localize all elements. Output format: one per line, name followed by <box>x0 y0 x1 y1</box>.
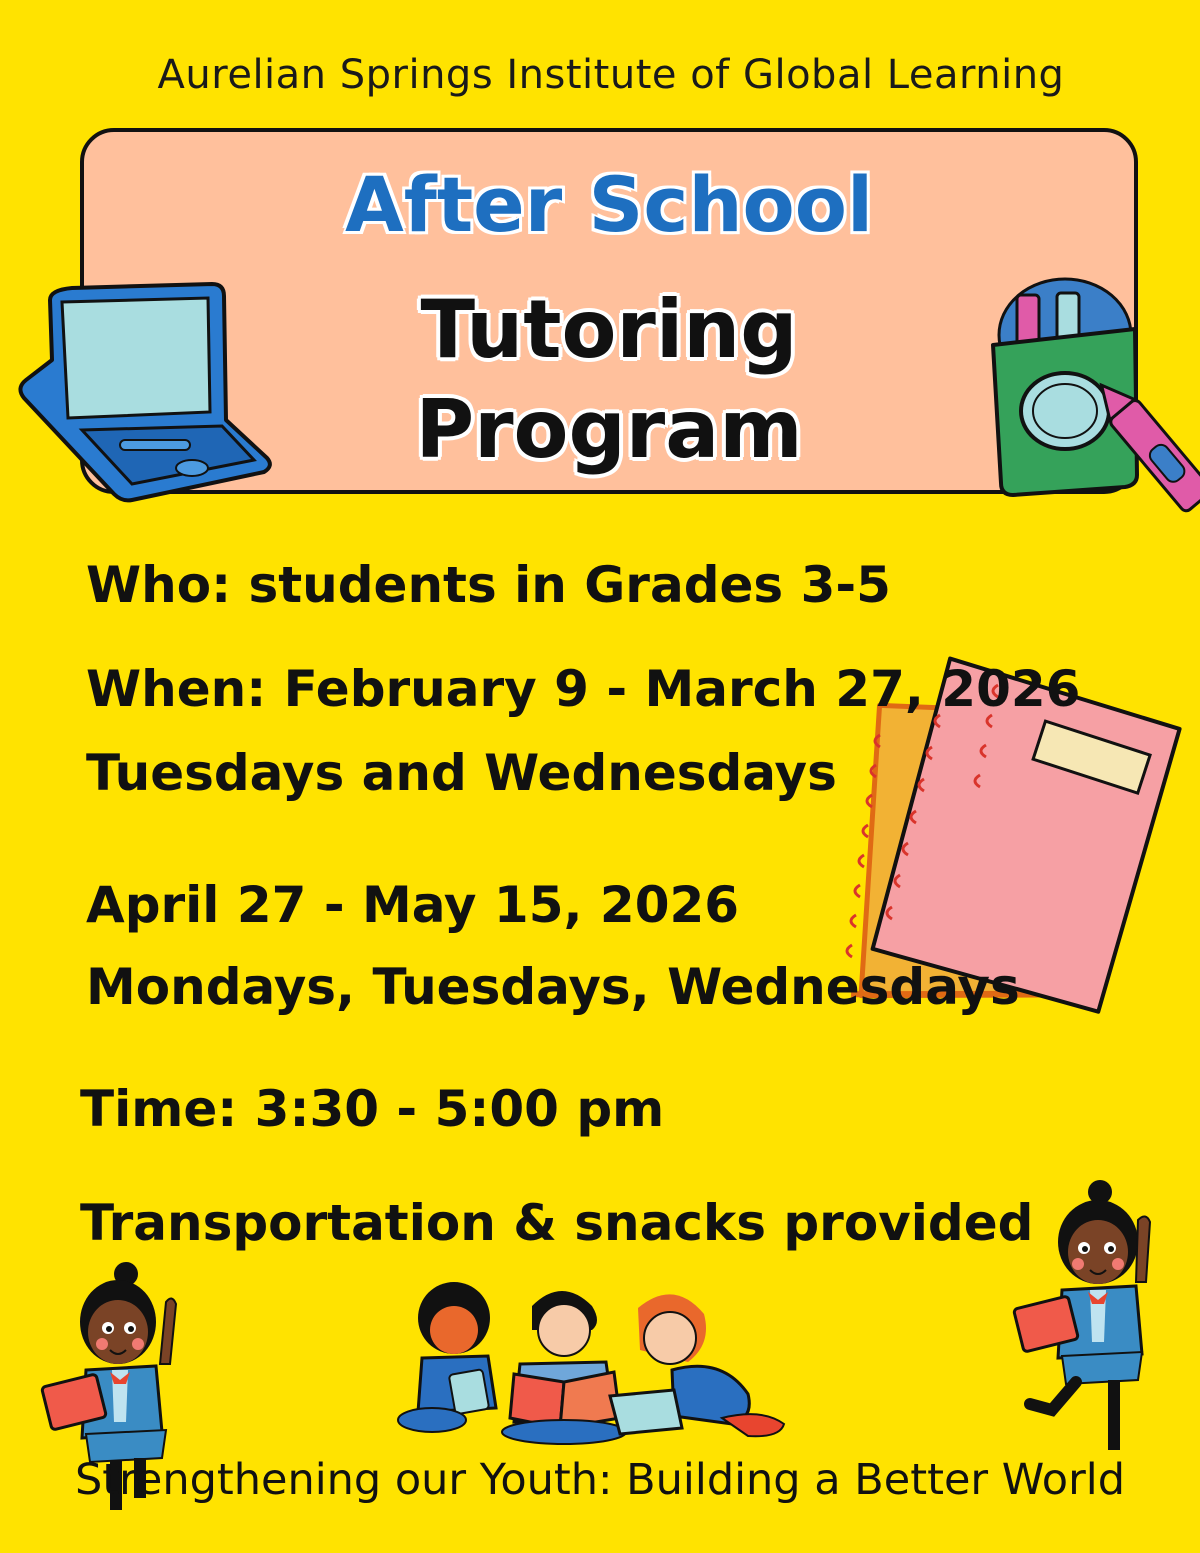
when-session1-days: Tuesdays and Wednesdays <box>86 744 837 802</box>
footer-tagline: Strengthening our Youth: Building a Better World <box>75 1455 1125 1505</box>
title-after-school: After School <box>344 160 874 249</box>
session2-dates: April 27 - May 15, 2026 <box>86 876 740 934</box>
student-girl-right-icon <box>1012 1178 1172 1458</box>
title-program: Program <box>415 383 803 476</box>
session2-days: Mondays, Tuesdays, Wednesdays <box>86 958 1020 1016</box>
organization-name: Aurelian Springs Institute of Global Learning <box>157 52 1065 98</box>
who-line: Who: students in Grades 3-5 <box>86 556 891 614</box>
title-tutoring: Tutoring <box>420 283 798 376</box>
extras-line: Transportation & snacks provided <box>80 1194 1034 1252</box>
when-session1-dates: When: February 9 - March 27, 2026 <box>86 660 1081 718</box>
time-line: Time: 3:30 - 5:00 pm <box>80 1080 665 1138</box>
reading-kids-icon <box>392 1278 792 1448</box>
laptop-icon <box>12 280 282 505</box>
crayon-box-icon <box>985 275 1200 525</box>
